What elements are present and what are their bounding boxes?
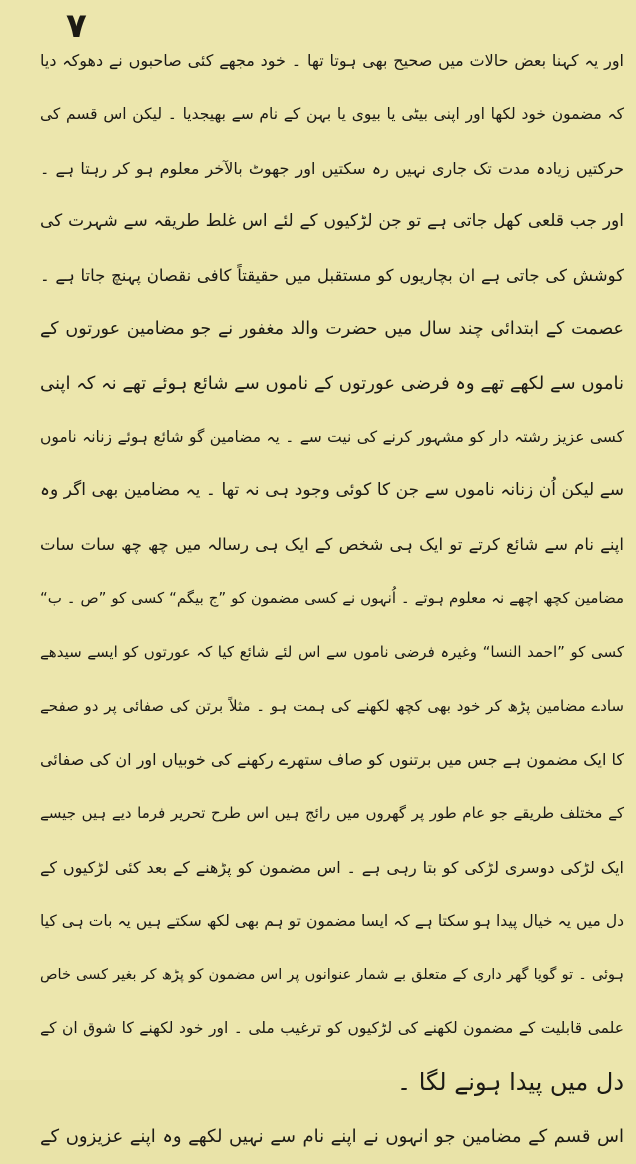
text-line: کسی کو ”احمد النسا“ وغیرہ فرضی ناموں سے اس لئے شائع کیا کہ عورتوں کو ایسے سیدھے bbox=[40, 642, 624, 661]
text-line: کے مختلف طریقے جو عام طور پر گھروں میں رائج ہیں اس طرح تحریر فرما دیے ہیں جیسے bbox=[40, 804, 624, 823]
text-line: اپنے نام سے شائع کرتے تو ایک ہی شخص کے ایک ہی رسالہ میں چھ چھ سات سات bbox=[40, 535, 624, 555]
text-line: علمی قابلیت کے مضمون لکھنے کی لڑکیوں کو ترغیب ملی ۔ اور خود لکھنے کا شوق ان کے bbox=[40, 1019, 624, 1038]
page-number: ۷ bbox=[66, 6, 87, 46]
text-line: کسی عزیز رشتہ دار کو مشہور کرنے کی نیت سے ۔ یہ مضامین گو شائع ہوئے زنانہ ناموں bbox=[40, 427, 624, 446]
text-line: ایک لڑکی دوسری لڑکی کو بتا رہی ہے ۔ اس مضمون کو پڑھنے کے بعد کئی لڑکیوں کے bbox=[40, 857, 624, 877]
text-line: مضامین کچھ اچھے نہ معلوم ہوتے ۔ اُنہوں نے کسی مضمون کو ”ج بیگم“ کسی کو ”ص ۔ ب“ bbox=[40, 588, 624, 607]
body-text bbox=[40, 30, 624, 1160]
text-line: کا ایک مضمون ہے جس میں برتنوں کو صاف ستھرے رکھنے کی خوبیاں اور ان کی صفائی bbox=[39, 750, 624, 770]
text-line: ناموں سے لکھے تھے وہ فرضی عورتوں کے ناموں سے شائع ہوئے تھے نہ کہ اپنی bbox=[40, 372, 624, 394]
text-line: دل میں پیدا ہونے لگا ۔ bbox=[397, 1068, 624, 1097]
text-line: اور یہ کہنا بعض حالات میں صحیح بھی ہوتا تھا ۔ خود مجھے کئی صاحبوں نے دھوکہ دیا bbox=[40, 51, 624, 70]
text-line: عصمت کے ابتدائی چند سال میں حضرت والد مغفور نے جو مضامین عورتوں کے bbox=[40, 318, 624, 339]
text-line: کہ مضمون خود لکھا اور اپنی بیٹی یا بیوی یا بہن کے نام سے بھیجدیا ۔ لیکن اس قسم کی bbox=[40, 104, 624, 123]
text-line: ہوئی ۔ تو گویا گھر داری کے متعلق بے شمار عنوانوں پر اس مضمون کو پڑھ کر بغیر کسی خاص bbox=[40, 966, 624, 983]
text-line: اور جب قلعی کھل جاتی ہے تو جن لڑکیوں کے لئے اس غلط طریقہ سے شہرت کی bbox=[40, 211, 624, 232]
text-line: کوشش کی جاتی ہے ان بچاریوں کو مستقبل میں حقیقتاً کافی نقصان پہنچ جاتا ہے ۔ bbox=[40, 266, 624, 286]
text-line: دل میں یہ خیال پیدا ہو سکتا ہے کہ ایسا مضمون تو ہم بھی لکھ سکتے ہیں یہ بات ہی کیا bbox=[40, 911, 624, 930]
text-line: سادے مضامین پڑھ کر خود بھی کچھ لکھنے کی ہمت ہو ۔ مثلاً برتن کی صفائی پر دو صفحے bbox=[40, 696, 624, 715]
text-line: اس قسم کے مضامین جو انہوں نے اپنے نام سے نہیں لکھے وہ اپنے عزیزوں کے bbox=[40, 1125, 624, 1147]
text-line: سے لیکن اُن زنانہ ناموں سے جن کا کوئی وجود ہی نہ تھا ۔ یہ مضامین بھی اگر وہ bbox=[40, 480, 624, 501]
text-line: حرکتیں زیادہ مدت تک جاری نہیں رہ سکتیں اور جھوٹ بالآخر معلوم ہو کر رہتا ہے ۔ bbox=[40, 158, 624, 178]
